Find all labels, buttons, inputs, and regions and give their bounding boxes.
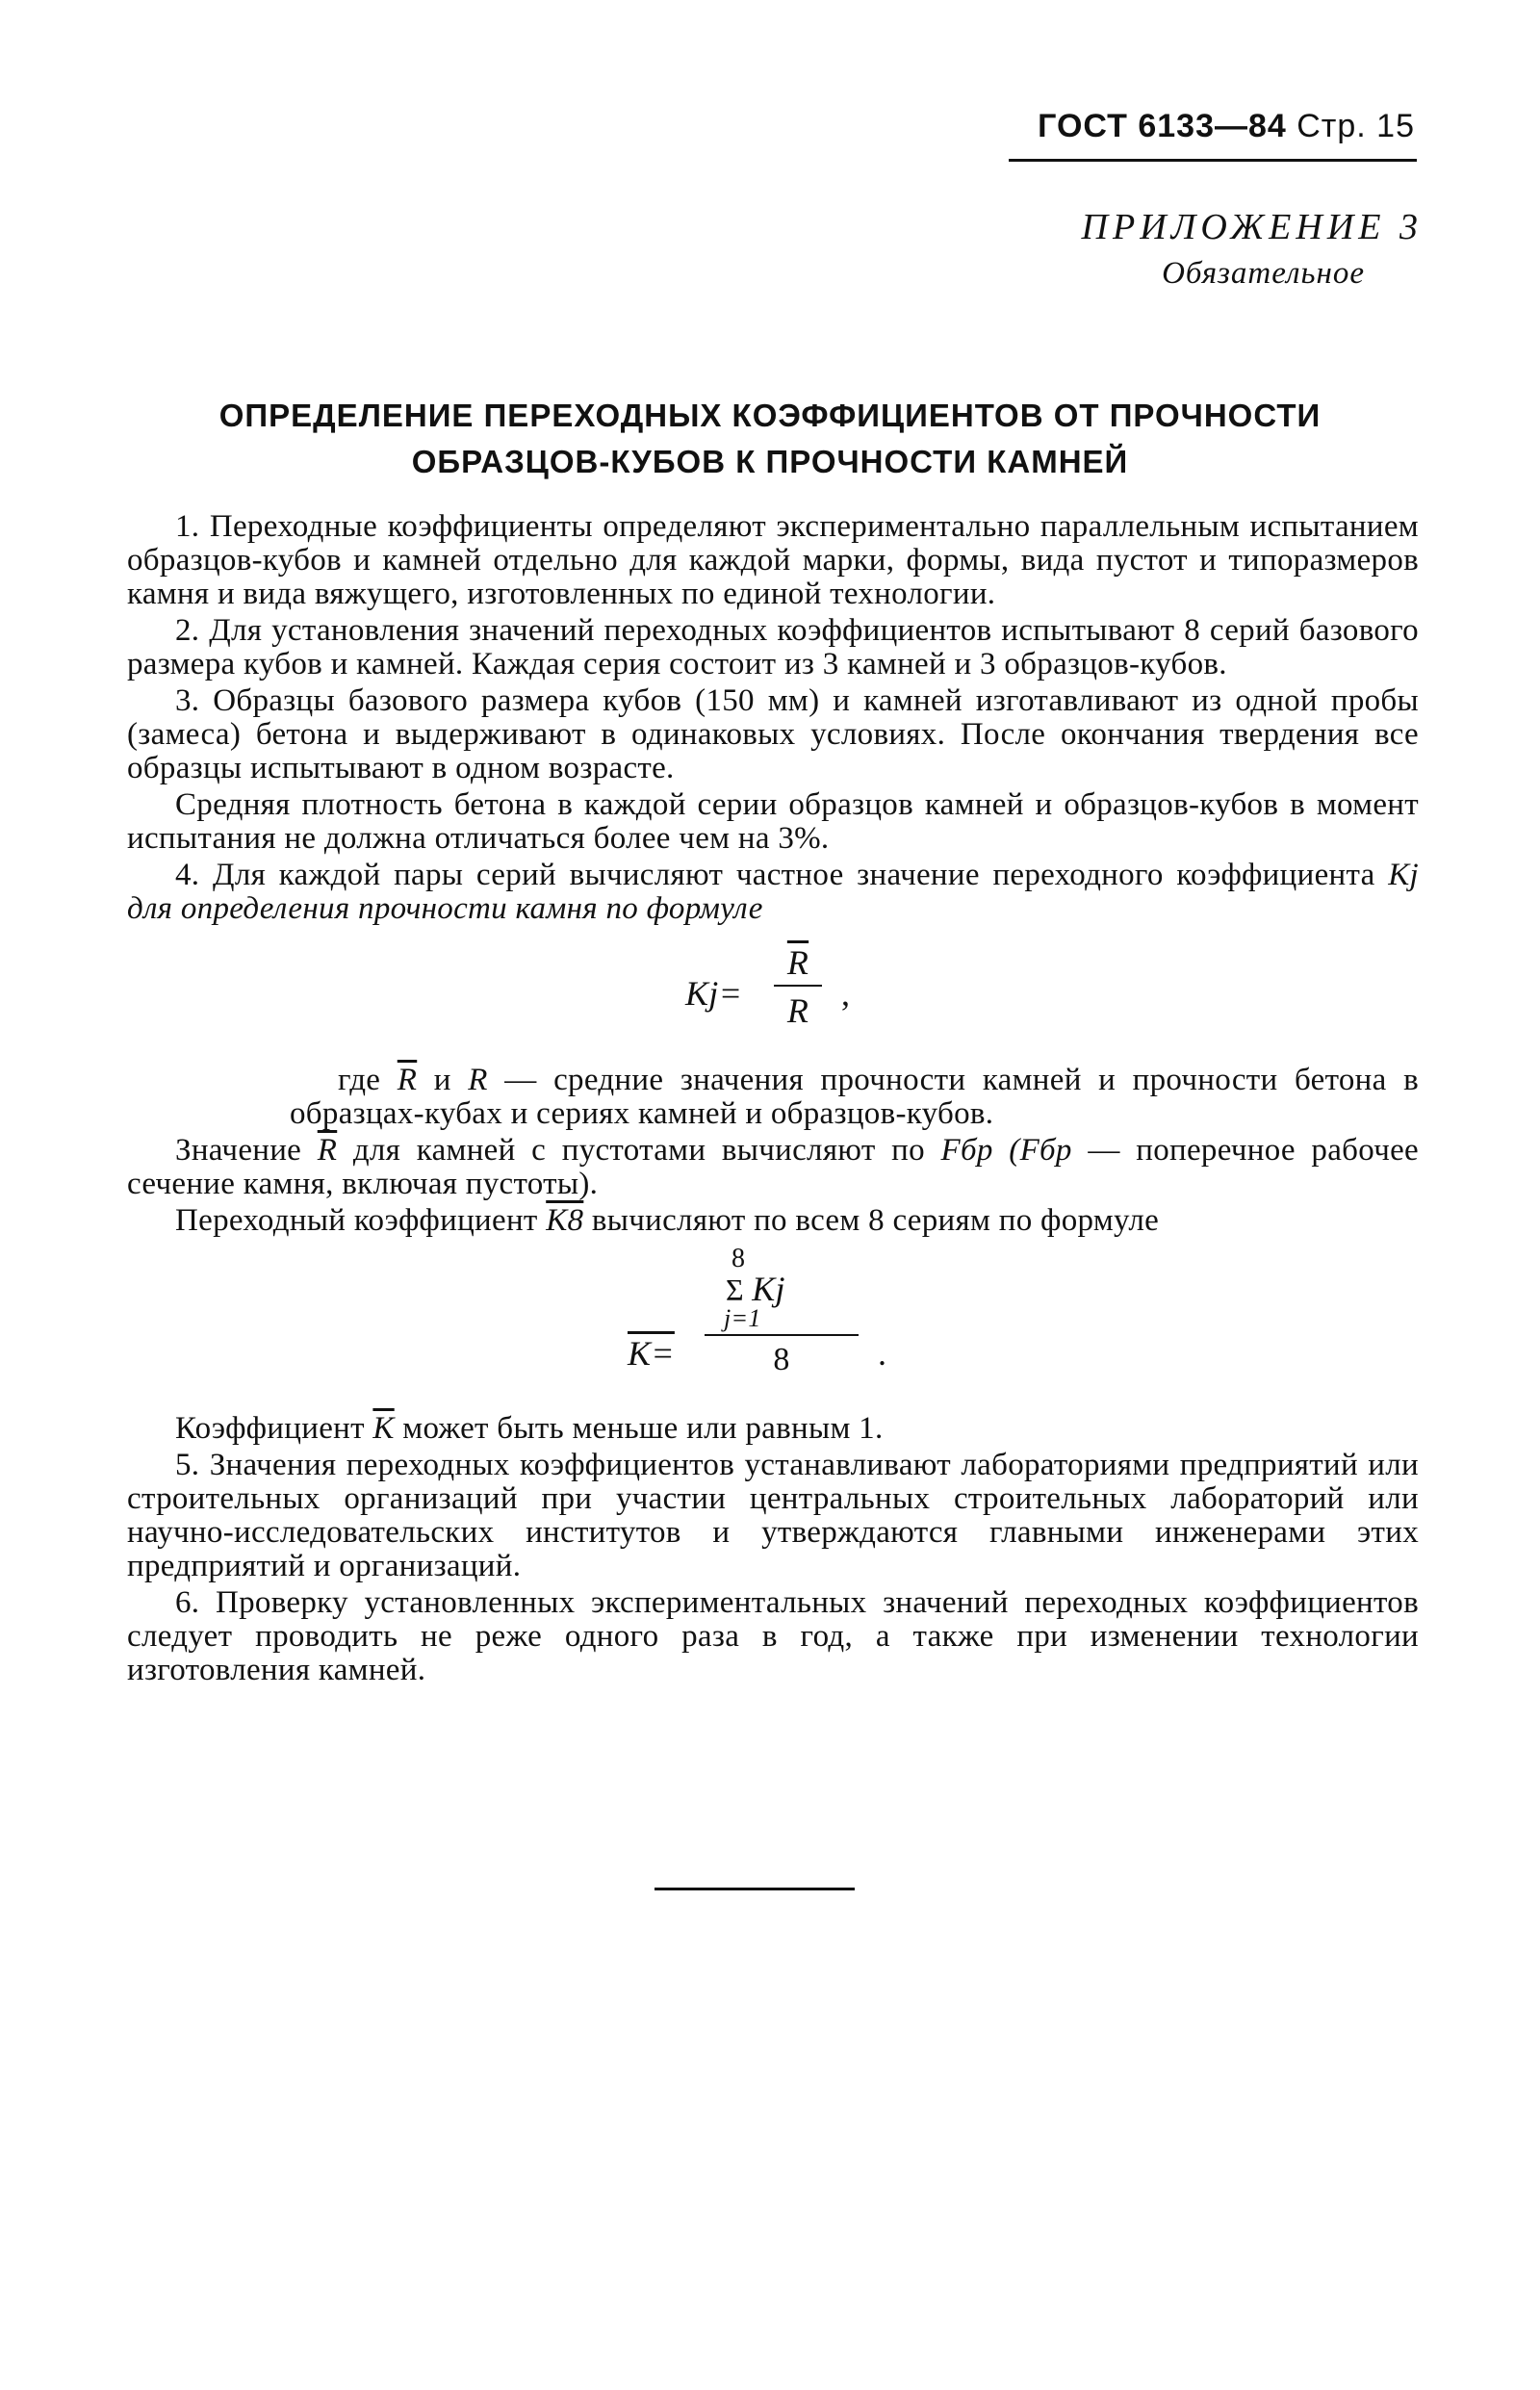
p4-text-a: 4. Для каждой пары серий вычисляют частное значение переходного коэффициента [175, 858, 1375, 892]
sum-lower-limit: j=1 [724, 1304, 761, 1332]
title-line-2: ОБРАЗЦОВ-КУБОВ К ПРОЧНОСТИ КАМНЕЙ [411, 444, 1129, 479]
where-symbol-1: $\overline{R}$ [397, 1063, 418, 1097]
formula-kj-numerator: $\overline{R}$ [786, 943, 809, 982]
page-number: Стр. 15 [1296, 108, 1415, 144]
paragraph-5: 5. Значения переходных коэффициентов устанавливают лабораториями предприятий или строительных организаций при участии центральных строительных лабораторий или научно-исследовательских институтов и утверждаются главными инженерами этих предприятий и организаций. [127, 1448, 1419, 1583]
formula-kj-bar [774, 985, 822, 987]
after-formula [127, 1412, 1419, 1446]
end-divider [654, 1888, 855, 1890]
paragraph-2: 2. Для установления значений переходных коэффициентов испытывают 8 серий базового размера кубов и камней. Каждая серия состоит из 3 камней и 3 образцов-кубов. [127, 613, 1419, 681]
value-area-1: Fбр [940, 1133, 993, 1168]
after-symbol: $\overline{K}$ [372, 1411, 395, 1446]
sum-line [705, 1270, 859, 1308]
sum-upper-limit: 8 [732, 1244, 746, 1273]
paragraph-1: 1. Переходные коэффициенты определяют экспериментально параллельным испытанием образцов-кубов и камней отдельно для каждой марки, формы, вида пустот и типоразмеров камня и вида вяжущего, изготовленных по единой технологии. [127, 509, 1419, 611]
formula-kj-fraction [774, 942, 822, 1031]
page-header [1038, 108, 1415, 145]
value-area-2: (Fбр [1009, 1133, 1072, 1168]
appendix-subtitle: Обязательное [1162, 256, 1365, 291]
value-symbol: $\overline{R}$ [317, 1133, 338, 1168]
paragraph-3: 3. Образцы базового размера кубов (150 мм) и камней изготавливают из одной пробы (замеса) бетона и выдерживают в одинаковых условиях. После окончания твердения все образцы испытывают в одном возрасте. [127, 683, 1419, 785]
coef-paragraph [127, 1204, 1419, 1238]
value-paragraph [127, 1134, 1419, 1201]
sum-term: Kj [752, 1270, 785, 1308]
paragraph-3b: Средняя плотность бетона в каждой серии образцов камней и образцов-кубов в момент испытания не должна отличаться более чем на 3%. [127, 787, 1419, 856]
appendix-title: ПРИЛОЖЕНИЕ 3 [1081, 207, 1423, 247]
where-and: и [433, 1063, 451, 1097]
coef-text-a: Переходный коэффициент [175, 1203, 538, 1238]
formula-kj-trail: , [841, 974, 851, 1013]
value-text-b: для камней с пустотами вычисляют по [352, 1133, 925, 1168]
document-title [0, 393, 1540, 485]
after-text-a: Коэффициент [175, 1411, 365, 1446]
formula-k-mean [127, 1241, 1419, 1412]
standard-code: ГОСТ 6133—84 [1038, 108, 1287, 144]
paragraph-4 [127, 859, 1419, 926]
p4-symbol: Kj [1388, 858, 1419, 892]
formula-k-lhs: K= [628, 1334, 675, 1373]
where-label: где [338, 1063, 381, 1097]
sum-sign: Σ [726, 1272, 744, 1307]
formula-k-trail: . [878, 1334, 887, 1373]
where-symbol-2: R [468, 1063, 488, 1097]
appendix-label [1082, 204, 1423, 296]
where-definition [127, 1064, 1419, 1131]
value-text-c: — поперечное рабочее сечение камня, включая пустоты). [127, 1133, 1420, 1201]
where-text: — средние значения прочности камней и прочности бетона в образцах-кубах и сериях камней и образцов-кубов. [290, 1063, 1419, 1131]
formula-kj [127, 929, 1419, 1064]
title-line-1: ОПРЕДЕЛЕНИЕ ПЕРЕХОДНЫХ КОЭФФИЦИЕНТОВ ОТ ПРОЧНОСТИ [218, 398, 1322, 433]
formula-k-bar [705, 1334, 859, 1336]
formula-k-fraction [705, 1245, 859, 1380]
formula-kj-denominator: R [786, 991, 809, 1030]
coef-symbol: K8 [546, 1203, 584, 1238]
header-rule [1009, 159, 1417, 162]
document-body [127, 510, 1419, 1690]
p4-text-b: для определения прочности камня по формуле [127, 891, 763, 926]
coef-text-b: вычисляют по всем 8 сериям по формуле [591, 1203, 1160, 1238]
formula-k-denominator: 8 [773, 1342, 790, 1377]
formula-kj-lhs: Kj= [685, 974, 743, 1013]
after-text-b: может быть меньше или равным 1. [402, 1411, 884, 1446]
value-text-a: Значение [175, 1133, 302, 1168]
paragraph-6: 6. Проверку установленных экспериментальных значений переходных коэффициентов следует проводить не реже одного раза в год, а также при изменении технологии изготовления камней. [127, 1585, 1419, 1687]
